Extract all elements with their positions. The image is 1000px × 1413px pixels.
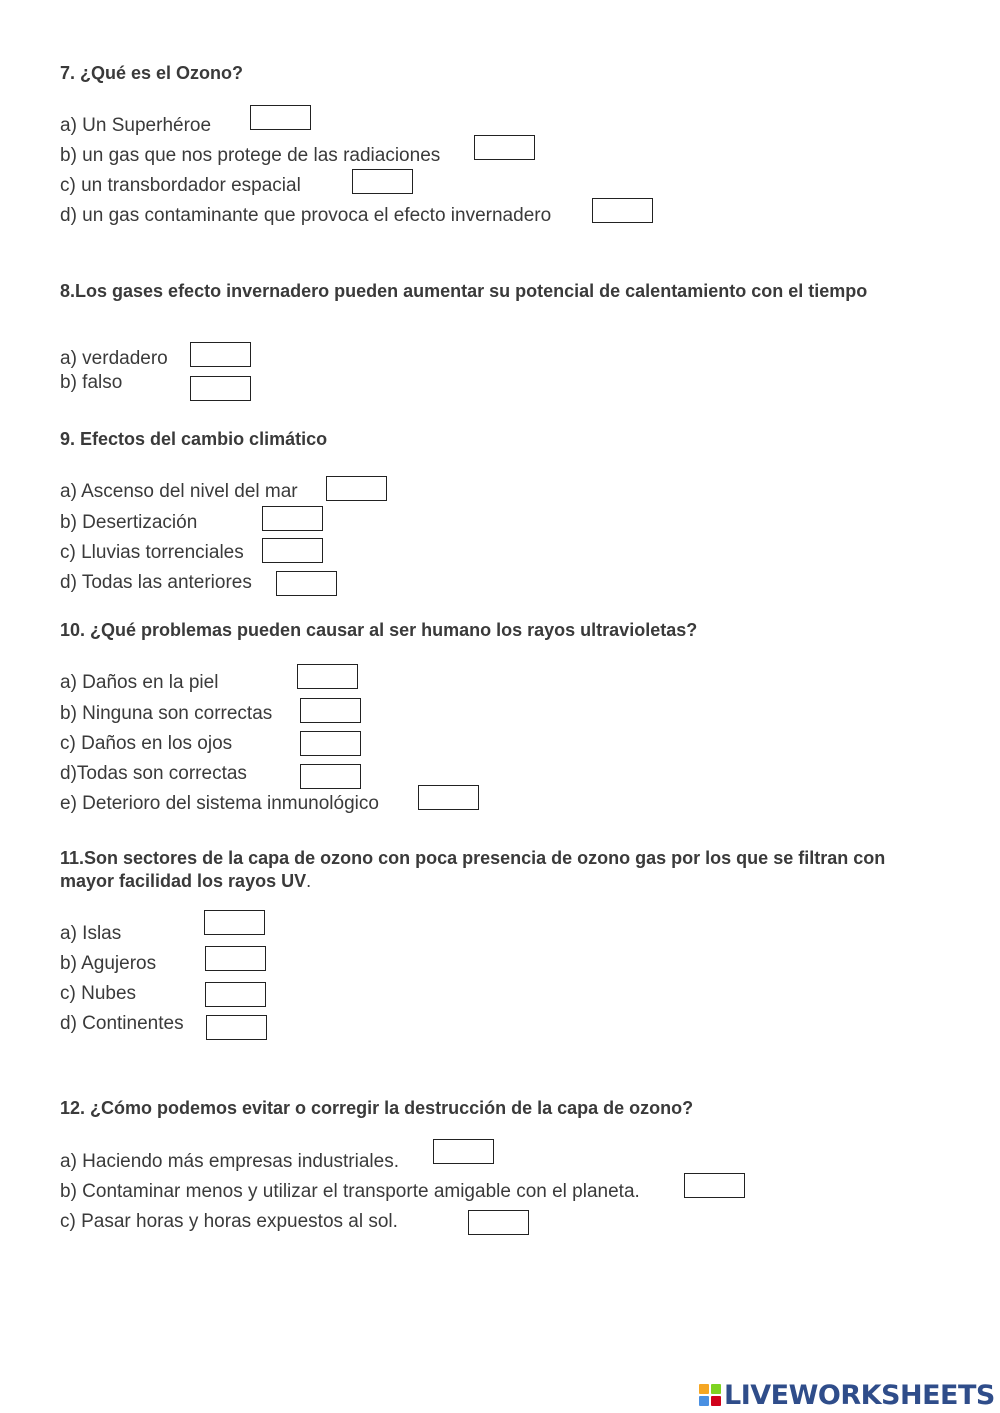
q9-option-c-answer-box[interactable] bbox=[262, 538, 323, 563]
q12-option-c-label: c) Pasar horas y horas expuestos al sol. bbox=[60, 1211, 398, 1232]
q9-option-a-answer-box[interactable] bbox=[326, 476, 387, 501]
q10-option-d-answer-box[interactable] bbox=[300, 764, 361, 789]
q10-option-a-label: a) Daños en la piel bbox=[60, 672, 219, 693]
question-7-title: 7. ¿Qué es el Ozono? bbox=[60, 63, 244, 83]
q11-option-a-label: a) Islas bbox=[60, 923, 122, 944]
question-10-title: 10. ¿Qué problemas pueden causar al ser humano los rayos ultravioletas? bbox=[60, 620, 698, 640]
q9-option-d-label: d) Todas las anteriores bbox=[60, 572, 252, 593]
q9-option-c-label: c) Lluvias torrenciales bbox=[60, 542, 244, 563]
q10-option-b-label: b) Ninguna son correctas bbox=[60, 703, 273, 724]
q10-option-c-answer-box[interactable] bbox=[300, 731, 361, 756]
q7-option-c-label: c) un transbordador espacial bbox=[60, 175, 301, 196]
question-11-title bbox=[60, 847, 920, 893]
q12-option-c-answer-box[interactable] bbox=[468, 1210, 529, 1235]
q7-option-b-label: b) un gas que nos protege de las radiaciones bbox=[60, 145, 441, 166]
q12-option-a-label: a) Haciendo más empresas industriales. bbox=[60, 1151, 399, 1172]
q8-option-b-answer-box[interactable] bbox=[190, 376, 251, 401]
q11-option-c-label: c) Nubes bbox=[60, 983, 137, 1004]
question-8-title: 8.Los gases efecto invernadero pueden aumentar su potencial de calentamiento con el tiempo bbox=[60, 281, 868, 301]
question-11-period: . bbox=[306, 871, 312, 891]
liveworksheets-logo-icon bbox=[698, 1382, 722, 1408]
q10-option-c-label: c) Daños en los ojos bbox=[60, 733, 233, 754]
q9-option-b-answer-box[interactable] bbox=[262, 506, 323, 531]
q10-option-d-label: d)Todas son correctas bbox=[60, 763, 247, 784]
q11-option-d-label: d) Continentes bbox=[60, 1013, 184, 1034]
q12-option-b-answer-box[interactable] bbox=[684, 1173, 745, 1198]
q12-option-a-answer-box[interactable] bbox=[433, 1139, 494, 1164]
q7-option-a-answer-box[interactable] bbox=[250, 105, 311, 130]
q10-option-e-answer-box[interactable] bbox=[418, 785, 479, 810]
q9-option-b-label: b) Desertización bbox=[60, 512, 198, 533]
q8-option-b-label: b) falso bbox=[60, 372, 123, 393]
q7-option-c-answer-box[interactable] bbox=[352, 169, 413, 194]
question-11-text: 11.Son sectores de la capa de ozono con poca presencia de ozono gas por los que se filtran con mayor facilidad los rayos UV bbox=[60, 848, 886, 891]
q8-option-a-label: a) verdadero bbox=[60, 348, 168, 369]
liveworksheets-logo-text: LIVEWORKSHEETS bbox=[724, 1379, 995, 1411]
liveworksheets-logo bbox=[698, 1378, 995, 1412]
q11-option-a-answer-box[interactable] bbox=[204, 910, 265, 935]
q11-option-c-answer-box[interactable] bbox=[205, 982, 266, 1007]
q10-option-a-answer-box[interactable] bbox=[297, 664, 358, 689]
q7-option-b-answer-box[interactable] bbox=[474, 135, 535, 160]
q12-option-b-label: b) Contaminar menos y utilizar el transporte amigable con el planeta. bbox=[60, 1181, 640, 1202]
q11-option-b-label: b) Agujeros bbox=[60, 953, 157, 974]
q8-option-a-answer-box[interactable] bbox=[190, 342, 251, 367]
question-9-title: 9. Efectos del cambio climático bbox=[60, 429, 328, 449]
q9-option-d-answer-box[interactable] bbox=[276, 571, 337, 596]
q10-option-e-label: e) Deterioro del sistema inmunológico bbox=[60, 793, 379, 814]
q11-option-d-answer-box[interactable] bbox=[206, 1015, 267, 1040]
question-12-title: 12. ¿Cómo podemos evitar o corregir la destrucción de la capa de ozono? bbox=[60, 1098, 694, 1118]
q10-option-b-answer-box[interactable] bbox=[300, 698, 361, 723]
q7-option-d-label: d) un gas contaminante que provoca el efecto invernadero bbox=[60, 205, 552, 226]
q7-option-a-label: a) Un Superhéroe bbox=[60, 115, 212, 136]
q9-option-a-label: a) Ascenso del nivel del mar bbox=[60, 481, 298, 502]
q7-option-d-answer-box[interactable] bbox=[592, 198, 653, 223]
q11-option-b-answer-box[interactable] bbox=[205, 946, 266, 971]
